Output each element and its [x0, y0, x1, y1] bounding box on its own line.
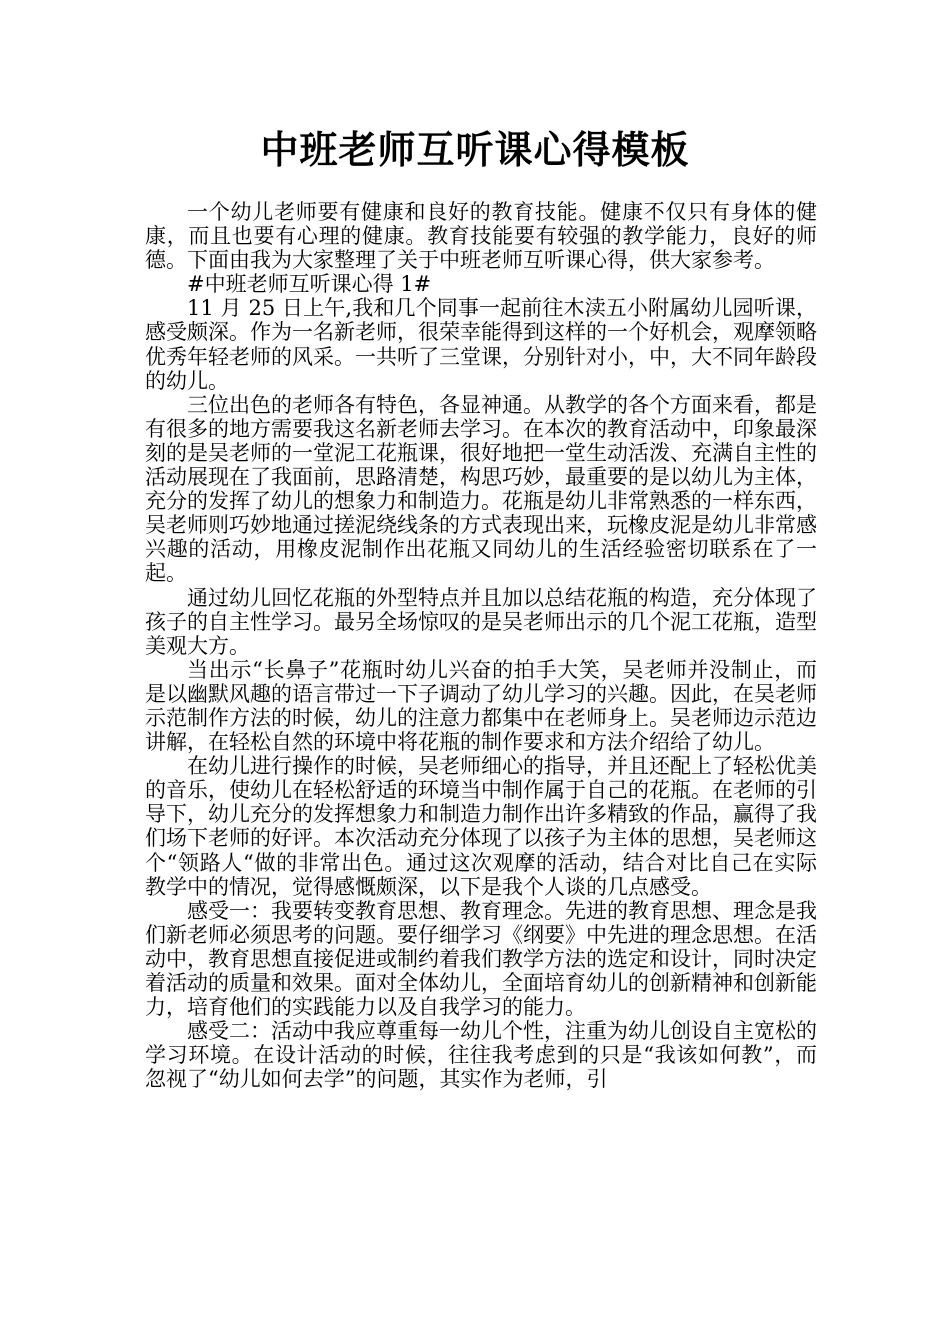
paragraph: 通过幼儿回忆花瓶的外型特点并且加以总结花瓶的构造，充分体现了孩子的自主性学习。最另全场惊叹的是吴老师出示的几个泥工花瓶，造型美观大方。: [145, 585, 817, 658]
section-heading: #中班老师互听课心得 1#: [187, 272, 432, 297]
paragraph: 感受二：活动中我应尊重每一幼儿个性，注重为幼儿创设自主宽松的学习环境。在设计活动的时候，往往我考虑到的只是“我该如何教”，而忽视了“幼儿如何去学”的问题，其实作为老师，引: [145, 1019, 817, 1092]
paragraph: 三位出色的老师各有特色，各显神通。从教学的各个方面来看，都是有很多的地方需要我这名新老师去学习。在本次的教育活动中，印象最深刻的是吴老师的一堂泥工花瓶课，很好地把一堂生动活泼、充满自主性的活动展现在了我面前，思路清楚，构思巧妙，最重要的是以幼儿为主体，充分的发挥了幼儿的想象力和制造力。花瓶是幼儿非常熟悉的一样东西，吴老师则巧妙地通过搓泥绕线条的方式表现出来，玩橡皮泥是幼儿非常感兴趣的活动，用橡皮泥制作出花瓶又同幼儿的生活经验密切联系在了一起。: [145, 392, 817, 586]
paragraph: 11 月 25 日上午,我和几个同事一起前往木渎五小附属幼儿园听课，感受颇深。作为一名新老师，很荣幸能得到这样的一个好机会，观摩领略优秀年轻老师的风采。一共听了三堂课，分别针对小，中，大不同年龄段的幼儿。: [145, 296, 817, 393]
paragraph-intro: 一个幼儿老师要有健康和良好的教育技能。健康不仅只有身体的健康，而且也要有心理的健康。教育技能要有较强的教学能力，良好的师德。下面由我为大家整理了关于中班老师互听课心得，供大家参考。: [145, 200, 817, 273]
document-body: [145, 200, 817, 1091]
paragraph: 在幼儿进行操作的时候，吴老师细心的指导，并且还配上了轻松优美的音乐，使幼儿在轻松舒适的环境当中制作属于自己的花瓶。在老师的引导下，幼儿充分的发挥想象力和制造力制作出许多精致的作品，赢得了我们场下老师的好评。本次活动充分体现了以孩子为主体的思想，吴老师这个“领路人“做的非常出色。通过这次观摩的活动，结合对比自己在实际教学中的情况，觉得感慨颇深，以下是我个人谈的几点感受。: [145, 754, 817, 899]
paragraph: 感受一：我要转变教育思想、教育理念。先进的教育思想、理念是我们新老师必须思考的问题。要仔细学习《纲要》中先进的理念思想。在活动中，教育思想直接促进或制约着我们教学方法的选定和设计，同时决定着活动的质量和效果。面对全体幼儿，全面培育幼儿的创新精神和创新能力，培育他们的实践能力以及自我学习的能力。: [145, 898, 817, 1020]
paragraph: 当出示“长鼻子”花瓶时幼儿兴奋的拍手大笑，吴老师并没制止，而是以幽默风趣的语言带过一下子调动了幼儿学习的兴趣。因此，在吴老师示范制作方法的时候，幼儿的注意力都集中在老师身上。吴老师边示范边讲解，在轻松自然的环境中将花瓶的制作要求和方法介绍给了幼儿。: [145, 657, 817, 755]
document-title: 中班老师互听课心得模板: [260, 128, 690, 172]
